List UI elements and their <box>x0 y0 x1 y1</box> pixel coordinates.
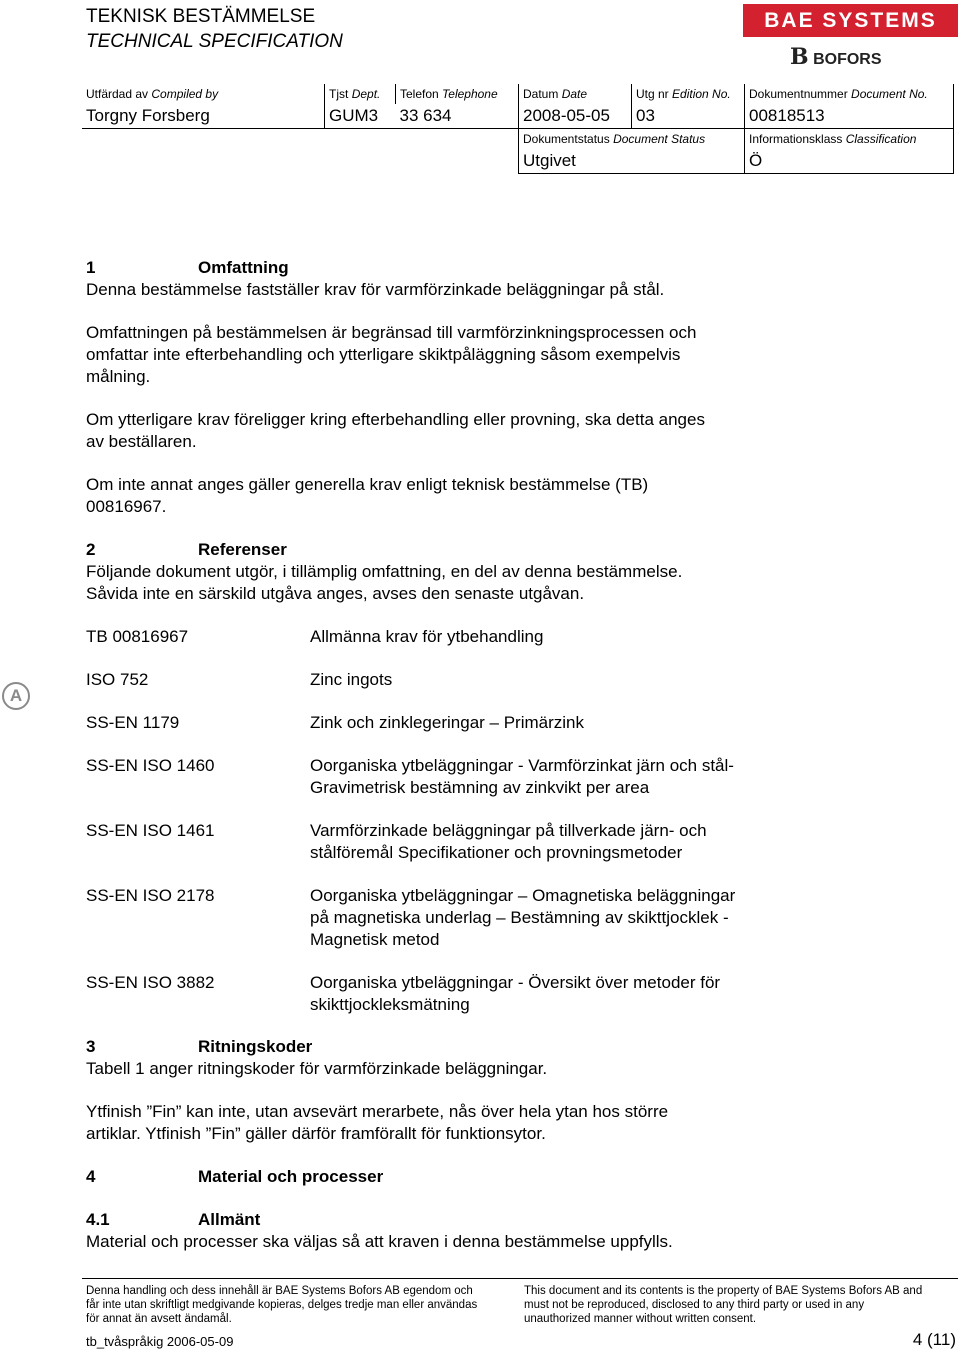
reference-row <box>86 712 946 734</box>
paragraph-line: av beställaren. <box>86 432 197 451</box>
reference-description: Oorganiska ytbeläggningar - Varmförzinkat järn och stål- Gravimetrisk bestämning av zinkvikt per area <box>310 756 734 797</box>
bofors-mark-icon: B <box>790 44 809 70</box>
phone-label: Telefon Telephone <box>396 84 519 104</box>
reference-row <box>86 626 946 648</box>
phone-value: 33 634 <box>396 104 519 129</box>
document-status-label: Dokumentstatus Document Status <box>519 129 745 150</box>
section-2-heading: 2 Referenser <box>86 540 287 559</box>
document-body <box>86 257 946 1253</box>
paragraph-line: Om inte annat anges gäller generella krav enligt teknisk bestämmelse (TB) <box>86 475 649 494</box>
document-number-value: 00818513 <box>745 104 954 129</box>
reference-code: SS-EN ISO 1460 <box>86 756 215 775</box>
paragraph: Denna bestämmelse fastställer krav för varmförzinkade beläggningar på stål. <box>86 280 665 299</box>
footer-legal-swedish: Denna handling och dess innehåll är BAE Systems Bofors AB egendom och får inte utan skriftligt medgivande kopieras, delges tredje man eller användas för annat än avsett ändamål. <box>86 1285 478 1325</box>
paragraph-line: Omfattningen på bestämmelsen är begränsad till varmförzinkningsprocessen och <box>86 323 697 342</box>
document-status-value: Utgivet <box>519 149 745 174</box>
reference-row <box>86 820 946 864</box>
classification-label: Informationsklass Classification <box>745 129 954 150</box>
reference-code: SS-EN ISO 2178 <box>86 886 215 905</box>
paragraph-line: artiklar. Ytfinish ”Fin” gäller därför framförallt för funktionsytor. <box>86 1124 546 1143</box>
reference-row <box>86 885 946 951</box>
section-1-heading: 1 Omfattning <box>86 258 289 277</box>
reference-code: SS-EN ISO 1461 <box>86 821 215 840</box>
reference-row <box>86 972 946 1016</box>
paragraph-line: målning. <box>86 367 151 386</box>
paragraph-line: omfattar inte efterbehandling och ytterligare skiktpåläggning såsom exempelvis <box>86 345 681 364</box>
issued-by-value: Torgny Forsberg <box>82 104 325 129</box>
paragraph-line: Om ytterligare krav föreligger kring efterbehandling eller provning, ska detta anges <box>86 410 705 429</box>
paragraph-line: Ytfinish ”Fin” kan inte, utan avsevärt merarbete, nås över hela ytan hos större <box>86 1102 669 1121</box>
dept-value: GUM3 <box>325 104 396 129</box>
reference-code: ISO 752 <box>86 670 149 689</box>
template-id: tb_tvåspråkig 2006-05-09 <box>86 1334 234 1349</box>
bofors-logo <box>790 44 882 70</box>
reference-code: SS-EN 1179 <box>86 713 180 732</box>
section-3-heading: 3 Ritningskoder <box>86 1037 313 1056</box>
paragraph-line: 00816967. <box>86 497 167 516</box>
reference-row <box>86 669 946 691</box>
section-4-heading: 4 Material och processer <box>86 1167 384 1186</box>
bae-systems-logo: BAE SYSTEMS <box>743 4 958 37</box>
date-value: 2008-05-05 <box>519 104 632 129</box>
paragraph-line: Tabell 1 anger ritningskoder för varmförzinkade beläggningar. <box>86 1059 548 1078</box>
document-info-table <box>82 84 954 174</box>
bofors-logo-text: BOFORS <box>813 51 882 68</box>
dept-label: Tjst Dept. <box>325 84 396 104</box>
reference-description: Zinc ingots <box>310 670 393 689</box>
edition-value: 03 <box>632 104 745 129</box>
reference-row <box>86 755 946 799</box>
date-label: Datum Date <box>519 84 632 104</box>
paragraph-line: Följande dokument utgör, i tillämplig omfattning, en del av denna bestämmelse. <box>86 562 683 581</box>
reference-description: Zink och zinklegeringar – Primärzink <box>310 713 584 732</box>
page-number: 4 (11) <box>912 1330 956 1349</box>
paragraph-line: Material och processer ska väljas så att kraven i denna bestämmelse uppfylls. <box>86 1232 673 1251</box>
reference-code: SS-EN ISO 3882 <box>86 973 215 992</box>
issued-by-label: Utfärdad av Compiled by <box>82 84 325 104</box>
doc-title-swedish: TEKNISK BESTÄMMELSE <box>86 6 316 27</box>
section-4-1-heading: 4.1 Allmänt <box>86 1210 261 1229</box>
doc-title-english: TECHNICAL SPECIFICATION <box>86 31 343 52</box>
document-number-label: Dokumentnummer Document No. <box>745 84 954 104</box>
reference-description: Allmänna krav för ytbehandling <box>310 627 544 646</box>
references-list <box>86 626 946 1016</box>
revision-marker-icon: A <box>2 682 30 710</box>
footer-legal-english: This document and its contents is the property of BAE Systems Bofors AB and must not be reproduced, disclosed to any third party or used in any unauthorized manner without written consent. <box>524 1285 923 1325</box>
reference-code: TB 00816967 <box>86 627 189 646</box>
reference-description: Oorganiska ytbeläggningar – Omagnetiska beläggningar på magnetiska underlag – Bestämning av skikttjocklek - Magnetisk metod <box>310 886 736 949</box>
reference-description: Oorganiska ytbeläggningar - Översikt över metoder för skikttjockleksmätning <box>310 973 721 1014</box>
edition-label: Utg nr Edition No. <box>632 84 745 104</box>
paragraph-line: Såvida inte en särskild utgåva anges, avses den senaste utgåvan. <box>86 584 585 603</box>
classification-value: Ö <box>745 149 954 174</box>
reference-description: Varmförzinkade beläggningar på tillverkade järn- och stålföremål Specifikationer och provningsmetoder <box>310 821 707 862</box>
footer-divider <box>82 1278 958 1279</box>
